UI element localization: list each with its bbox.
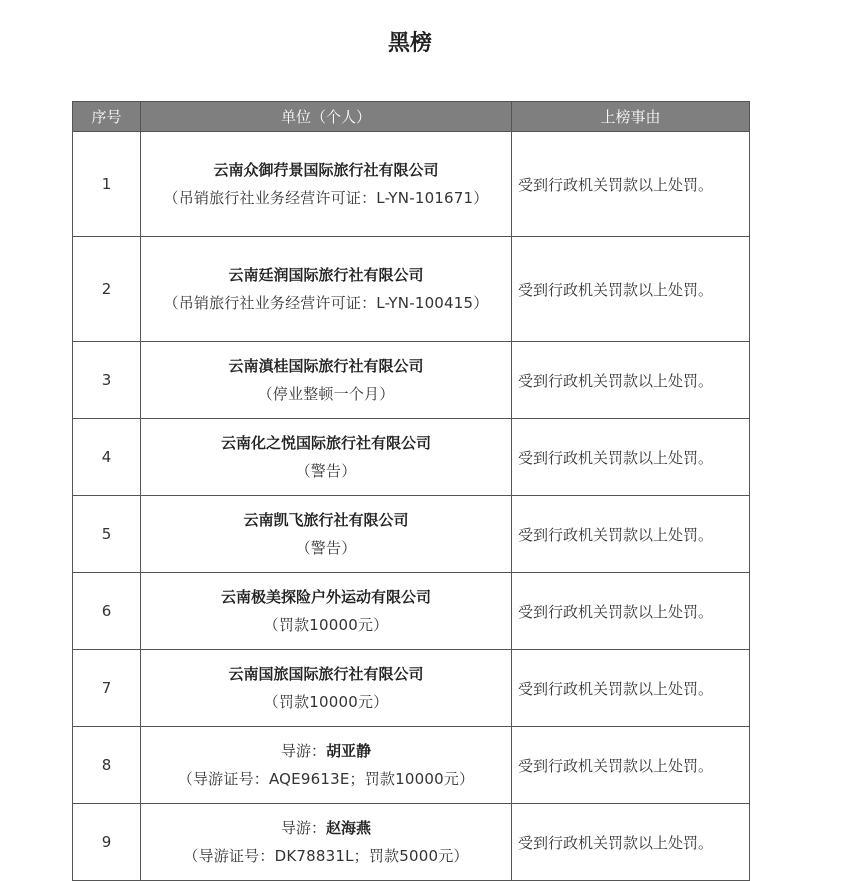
header-index: 序号: [73, 102, 141, 132]
row-index: 5: [73, 496, 141, 573]
row-reason: 受到行政机关罚款以上处罚。: [512, 496, 750, 573]
table-row: [73, 573, 750, 650]
table-row: [73, 496, 750, 573]
row-unit: [141, 237, 512, 342]
table-row: [73, 804, 750, 881]
row-unit: [141, 342, 512, 419]
row-index: 6: [73, 573, 141, 650]
unit-note: （导游证号：DK78831L；罚款5000元）: [183, 847, 469, 865]
unit-prefix: 导游：: [280, 742, 326, 760]
unit-name: 赵海燕: [326, 819, 372, 837]
unit-name: 云南化之悦国际旅行社有限公司: [220, 434, 431, 452]
unit-prefix: 导游：: [280, 819, 326, 837]
unit-name: 云南众御荇景国际旅行社有限公司: [213, 161, 439, 179]
unit-name: 云南国旅国际旅行社有限公司: [228, 665, 424, 683]
unit-note: （警告）: [295, 462, 357, 480]
unit-note: （吊销旅行社业务经营许可证：L-YN-101671）: [163, 189, 489, 207]
unit-name: 云南凯飞旅行社有限公司: [243, 511, 409, 529]
unit-name: 胡亚静: [326, 742, 372, 760]
row-index: 2: [73, 237, 141, 342]
table-row: [73, 419, 750, 496]
table-row: [73, 727, 750, 804]
row-reason: 受到行政机关罚款以上处罚。: [512, 573, 750, 650]
row-index: 1: [73, 132, 141, 237]
row-unit: [141, 727, 512, 804]
row-unit: [141, 650, 512, 727]
row-reason: 受到行政机关罚款以上处罚。: [512, 237, 750, 342]
row-index: 3: [73, 342, 141, 419]
unit-name: 云南廷润国际旅行社有限公司: [228, 266, 424, 284]
table-row: [73, 237, 750, 342]
row-reason: 受到行政机关罚款以上处罚。: [512, 650, 750, 727]
row-reason: 受到行政机关罚款以上处罚。: [512, 132, 750, 237]
row-unit: [141, 496, 512, 573]
unit-note: （吊销旅行社业务经营许可证：L-YN-100415）: [163, 294, 489, 312]
table-row: [73, 650, 750, 727]
unit-note: （警告）: [295, 539, 357, 557]
unit-name: 云南极美探险户外运动有限公司: [220, 588, 431, 606]
row-reason: 受到行政机关罚款以上处罚。: [512, 419, 750, 496]
unit-note: （导游证号：AQE9613E；罚款10000元）: [177, 770, 475, 788]
row-unit: [141, 573, 512, 650]
blacklist-table: [72, 101, 750, 881]
row-index: 9: [73, 804, 141, 881]
table-row: [73, 342, 750, 419]
unit-name: 云南滇桂国际旅行社有限公司: [228, 357, 424, 375]
row-index: 7: [73, 650, 141, 727]
unit-note: （罚款10000元）: [263, 616, 389, 634]
unit-note: （停业整顿一个月）: [257, 385, 395, 403]
row-reason: 受到行政机关罚款以上处罚。: [512, 727, 750, 804]
row-unit: [141, 804, 512, 881]
table-header-row: [73, 102, 750, 132]
page-title: 黑榜: [387, 31, 432, 56]
unit-note: （罚款10000元）: [263, 693, 389, 711]
row-reason: 受到行政机关罚款以上处罚。: [512, 804, 750, 881]
row-reason: 受到行政机关罚款以上处罚。: [512, 342, 750, 419]
table-row: [73, 132, 750, 237]
row-index: 8: [73, 727, 141, 804]
header-reason: 上榜事由: [512, 102, 750, 132]
row-index: 4: [73, 419, 141, 496]
row-unit: [141, 132, 512, 237]
row-unit: [141, 419, 512, 496]
header-unit: 单位（个人）: [141, 102, 512, 132]
